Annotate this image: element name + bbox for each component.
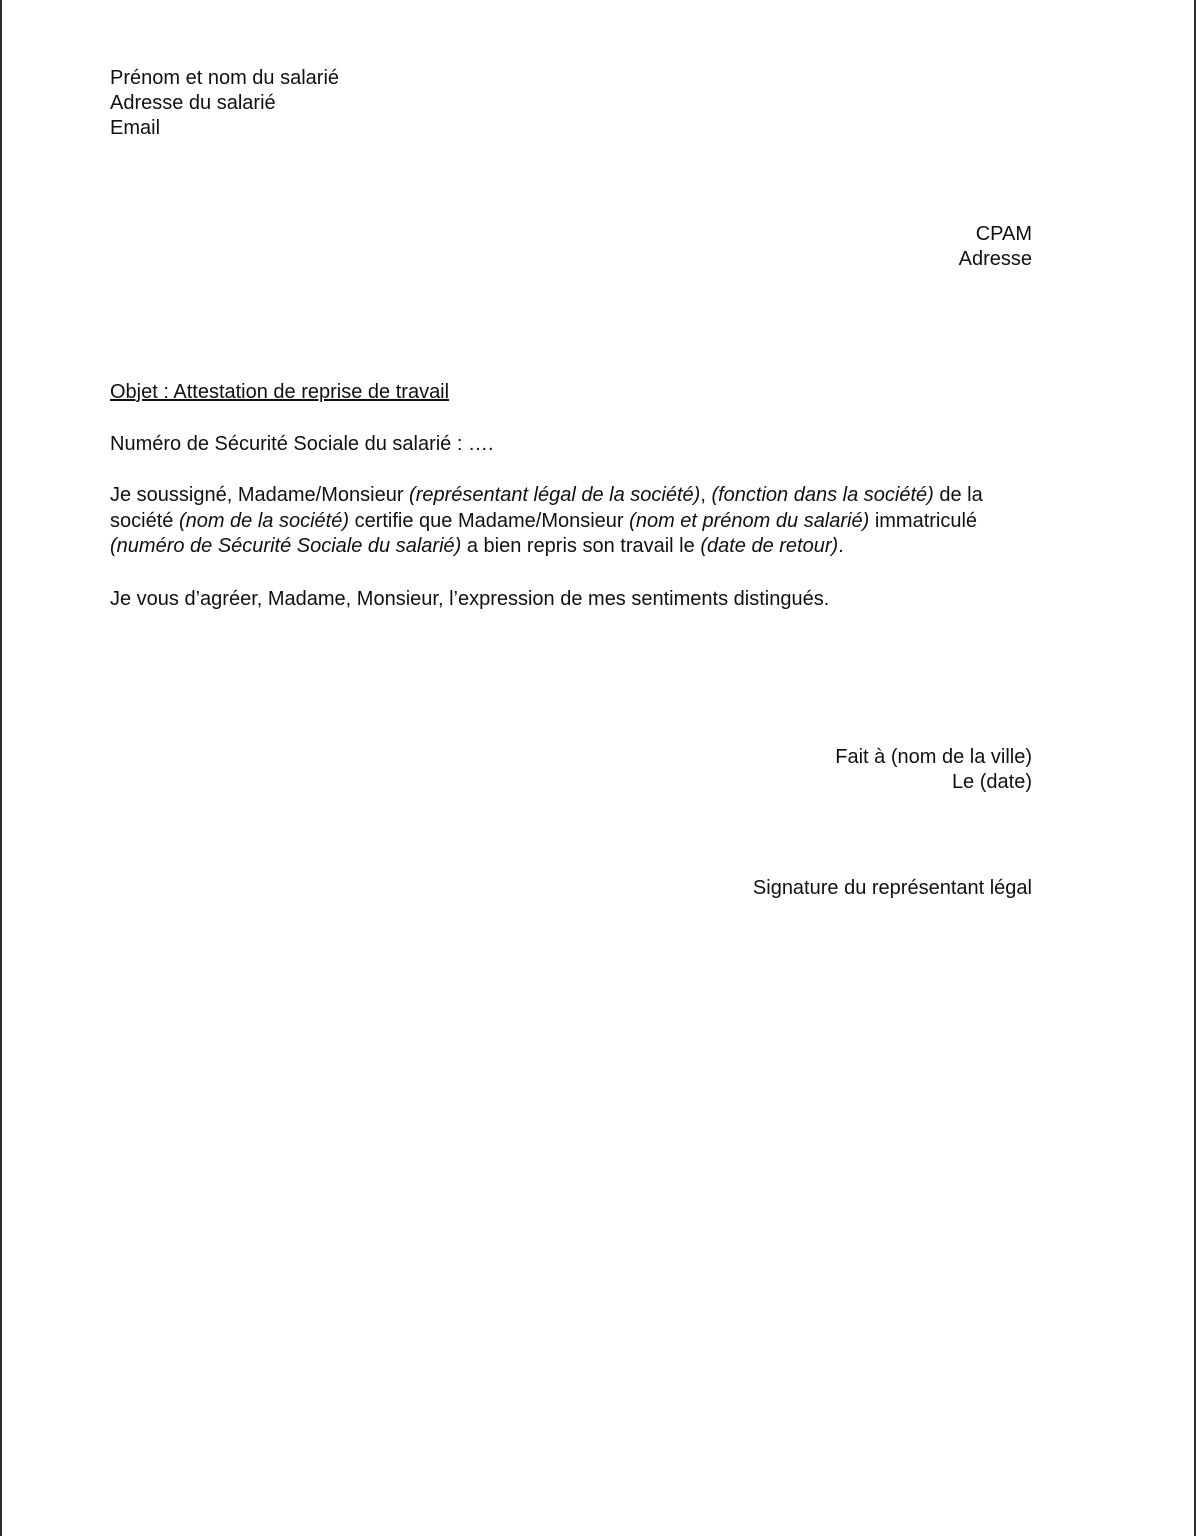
placeholder-ss-number: (numéro de Sécurité Sociale du salarié) [110,535,462,557]
social-security-number-line: Numéro de Sécurité Sociale du salarié : …. [110,433,494,455]
placeholder-function: (fonction dans la société) [711,484,934,506]
placeholder-employee-name: (nom et prénom du salarié) [629,509,870,532]
date-line: Le (date) [951,771,1032,793]
sender-address: Adresse du salarié [110,92,276,114]
recipient-name: CPAM [975,223,1032,245]
sender-email: Email [110,117,161,139]
placeholder-return-date: (date de retour) [700,535,839,557]
body-paragraph: Je soussigné, Madame/Monsieur (représentant légal de la société), (fonction dans la société) de la société (nom de la société) certifie que Madame/Monsieur (nom et prénom du salarié) immatriculé (numéro de Sécurité Sociale du salarié) a bien repris son travail le (date de retour). [110,484,983,557]
sender-name: Prénom et nom du salarié [110,67,340,89]
place-line: Fait à (nom de la ville) [835,746,1032,768]
signature-line: Signature du représentant légal [752,877,1032,899]
subject-line: Objet : Attestation de reprise de travail [110,381,450,403]
closing-formula: Je vous d’agréer, Madame, Monsieur, l’expression de mes sentiments distingués. [110,588,830,610]
placeholder-legal-representative: (représentant légal de la société) [409,484,701,506]
placeholder-company-name: (nom de la société) [178,509,350,532]
recipient-address: Adresse [958,248,1032,270]
